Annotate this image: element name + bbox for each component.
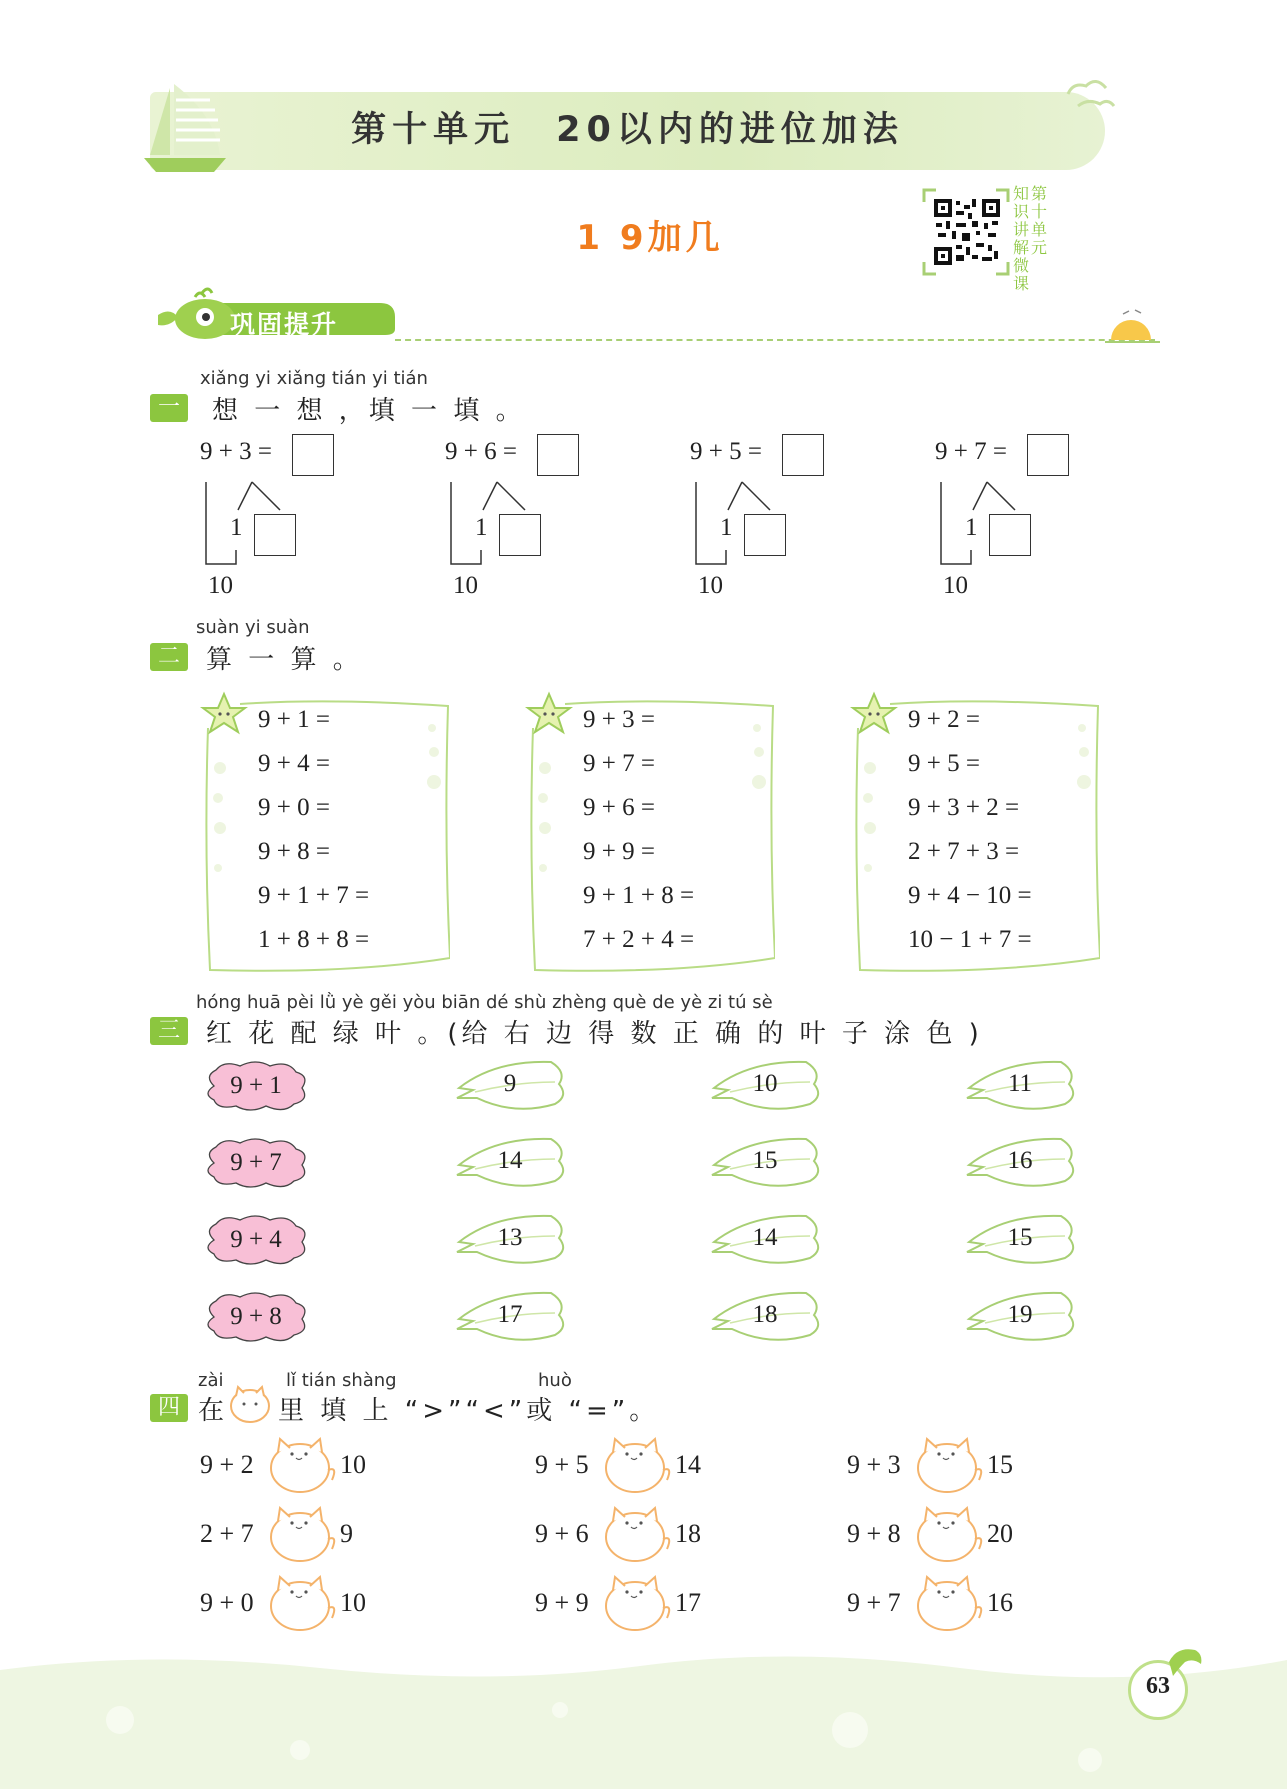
comparison-lhs: 9 + 9 (535, 1588, 589, 1617)
answer-leaf[interactable] (965, 1058, 1080, 1112)
qr-code-icon[interactable] (932, 197, 1002, 267)
flower-expression: 9 + 8 (230, 1303, 282, 1330)
cat-icon (228, 1384, 272, 1424)
q1-pinyin: xiǎng yi xiǎng tián yi tián (200, 368, 428, 389)
answer-leaf[interactable] (455, 1058, 570, 1112)
leaf-number: 13 (497, 1224, 523, 1251)
answer-box[interactable] (1027, 434, 1069, 476)
split-box[interactable] (744, 514, 786, 556)
equation: 9 + 1 = (258, 706, 330, 733)
leaf-number: 10 (752, 1070, 778, 1097)
leaf-number: 15 (752, 1147, 778, 1174)
equation: 9 + 6 = (583, 794, 655, 821)
calculation-card (850, 688, 1100, 978)
calculation-card (525, 688, 775, 978)
equation-list (908, 706, 1032, 970)
comparison-lhs: 9 + 2 (200, 1450, 254, 1479)
cat-icon[interactable] (266, 1505, 338, 1563)
answer-leaf[interactable] (455, 1289, 570, 1343)
comparison-rhs: 9 (340, 1519, 353, 1548)
split-ten: 10 (208, 572, 233, 599)
equation: 9 + 4 = (258, 750, 330, 777)
equation: 7 + 2 + 4 = (583, 926, 695, 953)
equation: 9 + 5 = (908, 750, 980, 777)
comparison-row (847, 1505, 1067, 1563)
decomposition-item (445, 430, 605, 600)
split-ten: 10 (453, 572, 478, 599)
equation: 9 + 7 = (583, 750, 655, 777)
star-icon (853, 694, 895, 732)
comparison-row (200, 1436, 420, 1494)
split-ten: 10 (943, 572, 968, 599)
decomposition-item (935, 430, 1095, 600)
split-ten: 10 (698, 572, 723, 599)
flower-expression: 9 + 1 (230, 1072, 282, 1099)
unit-title: 第十单元 20以内的进位加法 (351, 110, 904, 150)
footer-wave (0, 1650, 1287, 1789)
answer-leaf[interactable] (455, 1135, 570, 1189)
q3-title: 红 花 配 绿 叶 。(给 右 边 得 数 正 确 的 叶 子 涂 色 ) (206, 1019, 983, 1049)
split-box[interactable] (499, 514, 541, 556)
split-one: 1 (230, 514, 243, 541)
flower-expression: 9 + 4 (230, 1226, 282, 1253)
comparison-lhs: 9 + 8 (847, 1519, 901, 1548)
calculation-card (200, 688, 450, 978)
equation: 9 + 5 = (690, 438, 762, 465)
q4-title-pre: 在 (198, 1396, 229, 1426)
comparison-lhs: 9 + 3 (847, 1450, 901, 1479)
equation: 9 + 2 = (908, 706, 980, 733)
equation: 9 + 3 = (583, 706, 655, 733)
q2-title: 算 一 算 。 (206, 645, 363, 675)
equation: 1 + 8 + 8 = (258, 926, 370, 953)
flower-cloud (200, 1060, 312, 1112)
q2-number: 二 (150, 643, 188, 671)
equation: 9 + 8 = (258, 838, 330, 865)
equation: 9 + 1 + 8 = (583, 882, 695, 909)
q4-pinyin-mid: lǐ tián shàng (286, 1370, 397, 1391)
cat-icon[interactable] (601, 1436, 673, 1494)
comparison-row (200, 1505, 420, 1563)
flower-cloud (200, 1137, 312, 1189)
flower-cloud (200, 1214, 312, 1266)
answer-leaf[interactable] (965, 1212, 1080, 1266)
leaf-number: 11 (1007, 1070, 1033, 1097)
cat-icon[interactable] (913, 1574, 985, 1632)
comparison-row (535, 1574, 755, 1632)
equation: 9 + 3 = (200, 438, 272, 465)
equation: 9 + 7 = (935, 438, 1007, 465)
q4-number: 四 (150, 1394, 188, 1422)
comparison-row (535, 1505, 755, 1563)
answer-box[interactable] (292, 434, 334, 476)
flower-cloud (200, 1291, 312, 1343)
answer-leaf[interactable] (710, 1058, 825, 1112)
decomposition-item (200, 430, 360, 600)
comparison-rhs: 15 (987, 1450, 1013, 1479)
leaf-number: 14 (497, 1147, 523, 1174)
cat-icon[interactable] (913, 1505, 985, 1563)
comparison-rhs: 18 (675, 1519, 701, 1548)
comparison-lhs: 9 + 7 (847, 1588, 901, 1617)
equation-list (258, 706, 369, 970)
star-icon (203, 694, 245, 732)
split-one: 1 (720, 514, 733, 541)
decomposition-item (690, 430, 850, 600)
cat-icon[interactable] (266, 1436, 338, 1494)
answer-leaf[interactable] (965, 1289, 1080, 1343)
answer-leaf[interactable] (710, 1289, 825, 1343)
comparison-row (535, 1436, 755, 1494)
star-icon (528, 694, 570, 732)
equation: 9 + 0 = (258, 794, 330, 821)
comparison-rhs: 20 (987, 1519, 1013, 1548)
section-label: 巩固提升 (230, 310, 339, 339)
q1-title: 想 一 想 ，填 一 填 。 (212, 396, 526, 426)
comparison-row (847, 1574, 1067, 1632)
q3-pinyin: hóng huā pèi lǜ yè gěi yòu biān dé shù zhèng què de yè zi tú sè (196, 992, 773, 1013)
flower-expression: 9 + 7 (230, 1149, 282, 1176)
leaf-number: 17 (497, 1301, 523, 1328)
qr-label-col1: 知识讲解微课 (1012, 184, 1029, 293)
answer-leaf[interactable] (965, 1135, 1080, 1189)
q3-number: 三 (150, 1017, 188, 1045)
leaf-number: 14 (752, 1224, 778, 1251)
cat-icon[interactable] (913, 1436, 985, 1494)
leaf-number: 15 (1007, 1224, 1033, 1251)
comparison-row (847, 1436, 1067, 1494)
comparison-rhs: 10 (340, 1588, 366, 1617)
answer-leaf[interactable] (455, 1212, 570, 1266)
cat-icon[interactable] (601, 1574, 673, 1632)
cat-icon[interactable] (601, 1505, 673, 1563)
cat-icon[interactable] (266, 1574, 338, 1632)
split-box[interactable] (989, 514, 1031, 556)
comparison-rhs: 16 (987, 1588, 1013, 1617)
comparison-lhs: 9 + 5 (535, 1450, 589, 1479)
split-one: 1 (965, 514, 978, 541)
equation: 9 + 4 − 10 = (908, 882, 1032, 909)
comparison-lhs: 9 + 6 (535, 1519, 589, 1548)
qr-label-col2: 第十单元 (1030, 184, 1047, 257)
comparison-lhs: 9 + 0 (200, 1588, 254, 1617)
sun-icon (1105, 308, 1160, 348)
equation: 9 + 3 + 2 = (908, 794, 1020, 821)
leaf-number: 19 (1007, 1301, 1033, 1328)
leaf-number: 16 (1007, 1147, 1033, 1174)
lesson-title: 1 9加几 (576, 218, 724, 258)
section-divider (395, 339, 1155, 341)
comparison-lhs: 2 + 7 (200, 1519, 254, 1548)
equation-list (583, 706, 694, 970)
equation: 10 − 1 + 7 = (908, 926, 1032, 953)
equation: 2 + 7 + 3 = (908, 838, 1020, 865)
equation: 9 + 6 = (445, 438, 517, 465)
comparison-rhs: 10 (340, 1450, 366, 1479)
leaf-number: 9 (503, 1070, 517, 1097)
comparison-rhs: 17 (675, 1588, 701, 1617)
comparison-row (200, 1574, 420, 1632)
q1-number: 一 (150, 394, 188, 422)
q4-title-post: 里 填 上 “>”“<”或 “=”。 (278, 1396, 660, 1426)
equation: 9 + 9 = (583, 838, 655, 865)
q4-pinyin-zai: zài (198, 1370, 224, 1391)
answer-leaf[interactable] (710, 1212, 825, 1266)
answer-box[interactable] (782, 434, 824, 476)
page-number: 63 (1146, 1673, 1170, 1699)
leaf-number: 18 (752, 1301, 778, 1328)
answer-box[interactable] (537, 434, 579, 476)
q2-pinyin: suàn yi suàn (196, 617, 310, 638)
comparison-rhs: 14 (675, 1450, 701, 1479)
equation: 9 + 1 + 7 = (258, 882, 370, 909)
q4-pinyin-huo: huò (538, 1370, 572, 1391)
answer-leaf[interactable] (710, 1135, 825, 1189)
split-box[interactable] (254, 514, 296, 556)
split-one: 1 (475, 514, 488, 541)
